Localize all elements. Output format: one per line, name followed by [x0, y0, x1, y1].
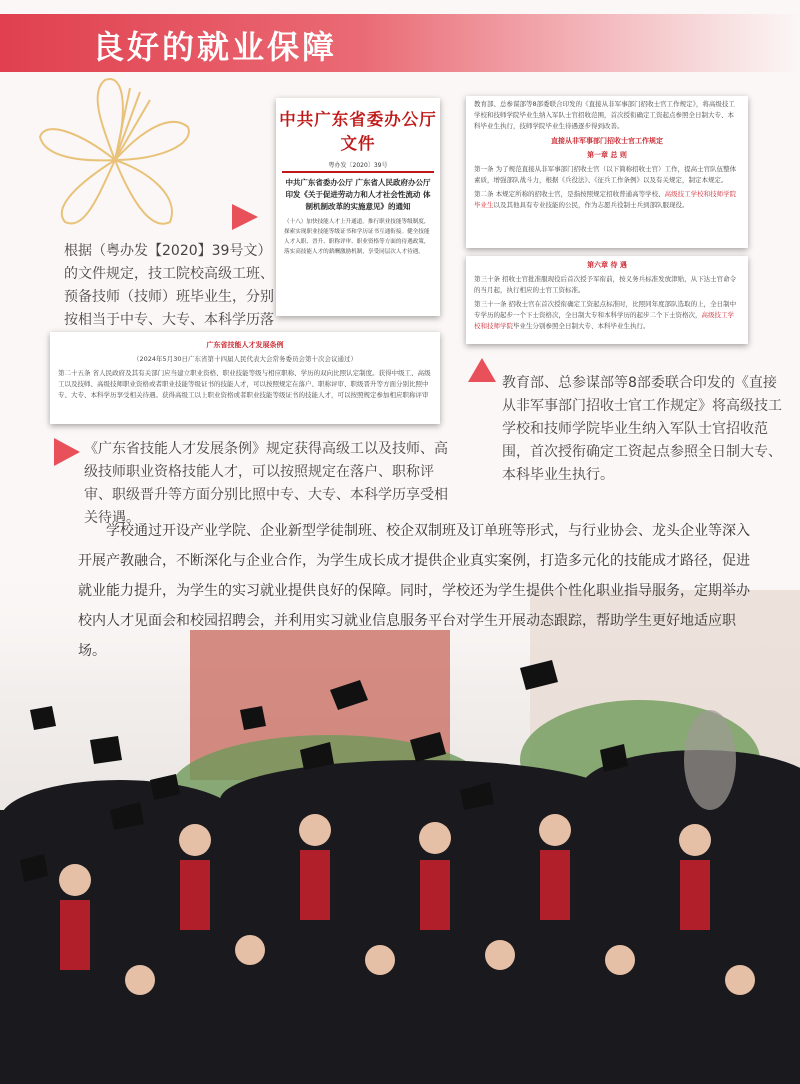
document-number: 粤办发〔2020〕39号 — [328, 162, 388, 169]
document-title: 广东省技能人才发展条例 — [206, 341, 284, 349]
document-heading: 中共广东省委办公厅文件 — [279, 110, 437, 153]
document-guangdong-notice — [276, 98, 440, 316]
document-intro: 教育部、总参谋部等8部委联合印发的《直接从非军事部门招收士官工作规定》，将高级技工学校和技师学院毕业生纳入军队士官招收范围，首次授衔确定工资起点参照全日制大专、本科毕业生执行，技师学院毕业生待遇逐步得到改善。 — [474, 100, 735, 130]
article-25: 第二十五条 省人民政府及其有关部门应当建立职业资格、职业技能等级与相应职称、学历的双向比照认定制度。获得中级工、高级工以及技师、高级技师职业资格或者职业技能等级证书的技能人才，可以按照规定在落户、职称评审、职级晋升等方面分别比照中专、大专、本科学历享受相关待遇。获得高级工以上职业资格或者职业技能等级证书的技能人才，可以按照规定参加相应职称评审 — [58, 369, 431, 399]
document-military-regulation — [466, 96, 748, 248]
red-divider — [282, 171, 434, 173]
document-chapter: 第一章 总 则 — [587, 151, 627, 159]
triangle-marker-icon — [54, 438, 80, 466]
document-skills-regulation — [50, 332, 440, 424]
caption-military: 教育部、总参谋部等8部委联合印发的《直接从非军事部门招收士官工作规定》将高级技工学校和技师学院毕业生纳入军队士官招收范围，首次授衔确定工资起点参照全日制大专、本科毕业生执行。 — [502, 375, 782, 483]
title-banner — [0, 14, 800, 72]
caption-guangdong: 根据（粤办发【2020】39号文）的文件规定，技工院校高级工班、预备技师（技师）班毕业生，分别按相当于中专、大专、本科学历落 — [64, 243, 274, 328]
page-title: 良好的就业保障 — [92, 28, 338, 66]
document-subtitle: 中共广东省委办公厅 广东省人民政府办公厅 印发《关于促进劳动力和人才社会性流动 体制机制改革的实施意见》的通知 — [285, 178, 431, 211]
flower-outline-icon — [30, 72, 200, 242]
document-chapter: 第六章 待 遇 — [587, 261, 627, 269]
triangle-marker-icon — [232, 204, 258, 230]
document-title: 直接从非军事部门招收士官工作规定 — [551, 137, 663, 145]
article-30: 第三十条 招收士官批准服现役后首次授予军衔前，按义务兵标准发放津贴，从下达士官命令的当月起，执行相应的士官工资标准。 — [474, 275, 737, 294]
triangle-marker-icon — [468, 358, 496, 382]
document-military-chapter6 — [466, 256, 748, 344]
document-date: （2024年5月30日广东省第十四届人民代表大会常务委员会第十次会议通过） — [133, 355, 357, 363]
article-31: 第三十一条 招收士官在首次授衔确定工资起点标准时，比照同年度部队选取的上，全日制中专学历的起步一个下士资格次，全日制大专和本科学历的起步二个下士资格次，高级技工学校和技师学院毕业生分别参照全日制大专、本科毕业生执行。 — [474, 300, 737, 330]
article-2: 第二条 本规定所称的招收士官，是指按照规定招收普通高等学校、高级技工学校和技师学院毕业生以及其他具有专业技能的公民，作为志愿兵役制士兵到部队服现役。 — [474, 190, 737, 209]
caption-regulation: 《广东省技能人才发展条例》规定获得高级工以及技师、高级技师职业资格技能人才，可以按照规定在落户、职称评审、职级晋升等方面分别比照中专、大专、本科学历享受相关待遇。 — [84, 441, 448, 526]
document-body: （十八）加快技能人才上升通道。推行职业技能等级制度，探索实现职业技能等级证书和学历证书互通衔接。健全技能人才入职、晋升、职称评审、职业资格等方面的待遇政策，落实高技能人才的薪酬激励机制，享受同层次人才待遇。 — [284, 219, 430, 255]
article-1: 第一条 为了规范直接从非军事部门招收士官（以下简称招收士官）工作，提高士官队伍整体素质，增强部队战斗力，根据《兵役法》、《征兵工作条例》以及有关规定，制定本规定。 — [474, 165, 737, 184]
body-paragraph: 学校通过开设产业学院、企业新型学徒制班、校企双制班及订单班等形式，与行业协会、龙头企业等深入开展产教融合，不断深化与企业合作，为学生成长成才提供企业真实案例，打造多元化的技能成才路径，促进就业能力提升，为学生的实习就业提供良好的保障。同时，学校还为学生提供个性化职业指导服务，定期举办校内人才见面会和校园招聘会，并利用实习就业信息服务平台对学生开展动态跟踪，帮助学生更好地适应职场。 — [78, 523, 750, 659]
